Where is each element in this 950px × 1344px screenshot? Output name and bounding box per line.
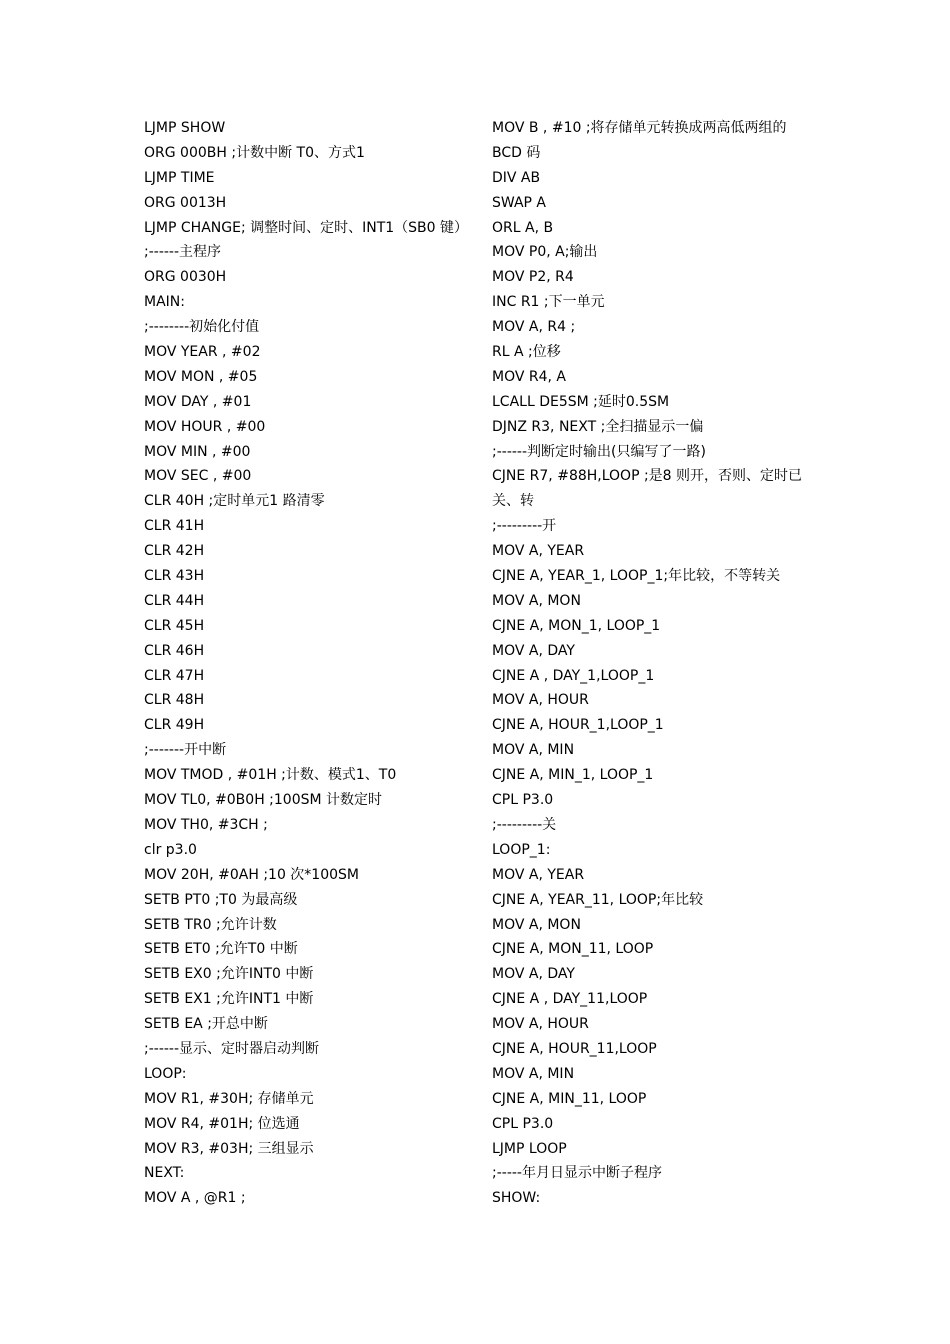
code-comment: ;-----年月日显示中断子程序 xyxy=(492,1165,662,1182)
code-line: SETB EX0 ;允许INT0 中断 xyxy=(144,966,314,983)
code-line: BCD 码 xyxy=(492,144,541,161)
code-line: MOV R1, #30H; 存储单元 xyxy=(144,1090,314,1107)
code-line: MOV A, MON xyxy=(492,916,581,933)
code-line: MOV R4, A xyxy=(492,368,566,385)
code-line: MOV A, DAY xyxy=(492,966,575,983)
code-line: MOV A, MIN xyxy=(492,1065,575,1082)
code-line: MOV YEAR , #02 xyxy=(144,344,261,361)
code-line: CJNE A, YEAR_1, LOOP_1;年比较，不等转关 xyxy=(492,568,781,585)
code-line: ORG 0013H xyxy=(144,194,227,211)
code-line: LJMP TIME xyxy=(144,169,215,186)
code-line: CLR 44H xyxy=(144,592,205,609)
code-comment: ;------显示、定时器启动判断 xyxy=(144,1040,320,1057)
code-line: CJNE A, YEAR_11, LOOP;年比较 xyxy=(492,891,704,908)
code-line: CPL P3.0 xyxy=(492,792,554,809)
code-line: LCALL DE5SM ;延时0.5SM xyxy=(492,393,670,410)
code-comment: ;-------开中断 xyxy=(144,742,227,759)
code-line: LJMP CHANGE; 调整时间、定时、INT1（SB0 键） xyxy=(144,219,469,236)
left-code-column xyxy=(144,116,474,1211)
code-line: LJMP LOOP xyxy=(492,1140,567,1157)
code-line: CLR 46H xyxy=(144,642,205,659)
code-line: MOV P0, A;输出 xyxy=(492,244,598,261)
code-line: INC R1 ;下一单元 xyxy=(492,294,605,311)
code-line: RL A ;位移 xyxy=(492,344,561,361)
code-line: CJNE A, MIN_1, LOOP_1 xyxy=(492,767,654,784)
code-line: MOV DAY , #01 xyxy=(144,393,252,410)
code-comment: ;---------关 xyxy=(492,816,557,833)
code-comment: ;------判断定时输出(只编写了一路) xyxy=(492,443,706,460)
code-line: ORG 000BH ;计数中断 T0、方式1 xyxy=(144,144,365,161)
code-line: MOV A, DAY xyxy=(492,642,575,659)
code-line: MOV 20H, #0AH ;10 次*100SM xyxy=(144,866,359,883)
code-line: MOV A, R4 ; xyxy=(492,319,576,336)
code-line: SETB EA ;开总中断 xyxy=(144,1016,268,1033)
code-line: SETB EX1 ;允许INT1 中断 xyxy=(144,991,314,1008)
code-line: MOV R3, #03H; 三组显示 xyxy=(144,1140,314,1157)
code-comment: ;--------初始化付值 xyxy=(144,319,260,336)
code-line: MOV B , #10 ;将存储单元转换成两高低两组的 xyxy=(492,120,787,136)
code-line: CJNE A, HOUR_1,LOOP_1 xyxy=(492,717,664,734)
code-label: LOOP_1: xyxy=(492,841,551,858)
code-line: ORL A, B xyxy=(492,219,554,236)
code-line: CJNE A , DAY_1,LOOP_1 xyxy=(492,667,655,684)
code-label: SHOW: xyxy=(492,1190,541,1207)
code-line: MOV MIN , #00 xyxy=(144,443,251,460)
code-line: DJNZ R3, NEXT ;全扫描显示一偏 xyxy=(492,418,704,435)
code-line: clr p3.0 xyxy=(144,841,197,858)
code-line: MOV A, YEAR xyxy=(492,543,585,560)
code-line: SWAP A xyxy=(492,194,547,211)
code-comment: ;---------开 xyxy=(492,518,557,535)
code-line: CLR 43H xyxy=(144,568,205,585)
code-line: CLR 40H ;定时单元1 路清零 xyxy=(144,493,325,510)
code-line: DIV AB xyxy=(492,169,541,186)
code-line: MOV A , @R1 ; xyxy=(144,1190,246,1207)
code-line: SETB ET0 ;允许T0 中断 xyxy=(144,941,298,958)
right-code-column xyxy=(492,116,817,1211)
code-label: MAIN: xyxy=(144,294,185,311)
code-line: MOV A, YEAR xyxy=(492,866,585,883)
code-line: CJNE R7, #88H,LOOP ;是8 则开，否则、定时已 xyxy=(492,468,803,485)
code-line: MOV P2, R4 xyxy=(492,269,574,286)
code-line: CPL P3.0 xyxy=(492,1115,554,1132)
code-line: MOV TH0, #3CH ; xyxy=(144,816,268,833)
code-line: CLR 45H xyxy=(144,617,205,634)
code-line: LJMP SHOW xyxy=(144,120,226,136)
code-line: MOV A, MIN xyxy=(492,742,575,759)
code-line: CLR 48H xyxy=(144,692,205,709)
code-line: MOV SEC , #00 xyxy=(144,468,252,485)
code-line: MOV MON , #05 xyxy=(144,368,258,385)
code-comment: ;------主程序 xyxy=(144,244,222,261)
code-line: CLR 47H xyxy=(144,667,205,684)
code-line: CJNE A, MON_11, LOOP xyxy=(492,941,654,958)
code-line: CJNE A, HOUR_11,LOOP xyxy=(492,1040,657,1057)
code-line: CJNE A , DAY_11,LOOP xyxy=(492,991,648,1008)
code-line: ORG 0030H xyxy=(144,269,227,286)
code-line: MOV TMOD , #01H ;计数、模式1、T0 xyxy=(144,767,397,784)
code-line: CLR 41H xyxy=(144,518,205,535)
code-label: NEXT: xyxy=(144,1165,185,1182)
code-line: SETB PT0 ;T0 为最高级 xyxy=(144,891,298,908)
code-line: 关、转 xyxy=(492,493,534,510)
code-line: MOV A, HOUR xyxy=(492,692,589,709)
code-line: MOV A, MON xyxy=(492,592,581,609)
code-label: LOOP: xyxy=(144,1065,187,1082)
code-line: SETB TR0 ;允许计数 xyxy=(144,916,277,933)
code-line: CLR 42H xyxy=(144,543,205,560)
code-line: CJNE A, MIN_11, LOOP xyxy=(492,1090,647,1107)
code-line: MOV R4, #01H; 位选通 xyxy=(144,1115,300,1132)
code-line: CJNE A, MON_1, LOOP_1 xyxy=(492,617,661,634)
code-line: MOV TL0, #0B0H ;100SM 计数定时 xyxy=(144,792,383,809)
code-line: MOV A, HOUR xyxy=(492,1016,589,1033)
code-line: MOV HOUR , #00 xyxy=(144,418,266,435)
code-line: CLR 49H xyxy=(144,717,205,734)
